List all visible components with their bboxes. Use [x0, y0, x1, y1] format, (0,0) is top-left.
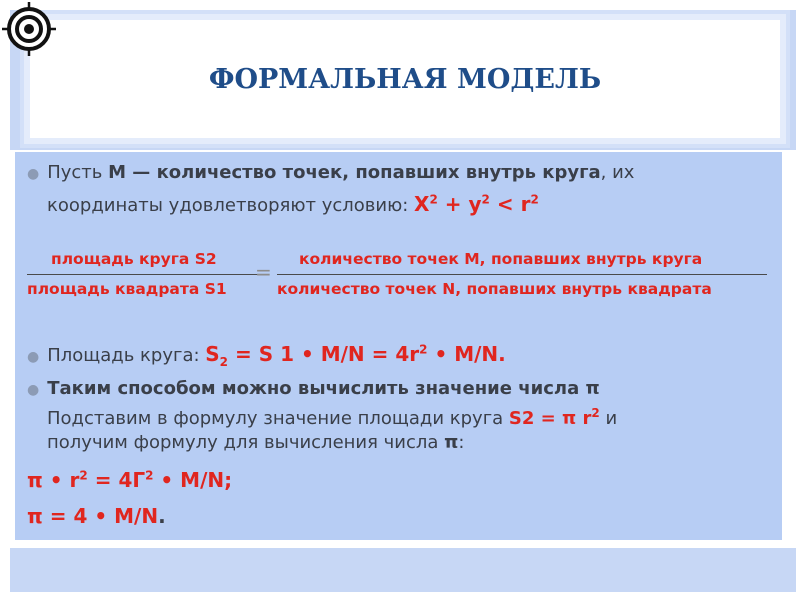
text: координаты удовлетворяют условию: [47, 195, 415, 216]
text: Площадь круга: [47, 345, 206, 366]
fraction-right-bar [277, 274, 767, 275]
bullet-1-line-2 [47, 192, 539, 216]
pi-symbol: π [444, 432, 459, 453]
fraction-left-numerator: площадь круга S2 [51, 250, 217, 268]
equals-sign: = [255, 260, 272, 284]
text: < r [489, 192, 531, 216]
superscript: 2 [481, 192, 490, 207]
text: π = 4 • M/N [27, 504, 159, 528]
superscript: 2 [419, 342, 428, 357]
formula-1 [27, 468, 232, 492]
fraction-left-denominator: площадь квадрата S1 [27, 280, 227, 298]
text: = 4Г [87, 468, 146, 492]
text: + у [437, 192, 482, 216]
text: . [158, 504, 166, 528]
text: , их [600, 162, 635, 183]
bullet-dot: ● [27, 349, 40, 365]
text-bold: М — количество точек, попавших внутрь круга [108, 162, 601, 183]
fraction-left-bar [27, 274, 262, 275]
text: : [458, 432, 465, 453]
text: Пусть [47, 162, 109, 183]
text: = S 1 • M/N = 4r [228, 342, 420, 366]
formula-2 [27, 504, 166, 528]
superscript: 2 [530, 192, 539, 207]
target-icon [0, 0, 58, 58]
text: получим формулу для вычисления числа [47, 432, 445, 453]
superscript: 2 [429, 192, 438, 207]
text: S2 = π r [508, 408, 592, 429]
superscript: 2 [591, 406, 600, 420]
text-bold: Таким способом можно вычислить значение числа π [47, 378, 600, 399]
area-formula [205, 342, 506, 369]
bullet-3-line-3 [47, 432, 464, 453]
fraction-right-denominator: количество точек N, попавших внутрь квадрата [277, 280, 712, 298]
bullet-2-line [27, 342, 506, 369]
text: π • r [27, 468, 80, 492]
bullet-3-line-1 [27, 378, 600, 399]
text: и [599, 408, 618, 429]
text: Подставим в формулу значение площади круга [47, 408, 509, 429]
text: S [205, 342, 220, 366]
condition-formula [414, 192, 539, 216]
bullet-dot: ● [27, 382, 40, 398]
subscript: 2 [219, 355, 229, 369]
content-panel [15, 152, 782, 540]
text: Х [414, 192, 430, 216]
fraction-right-numerator: количество точек М, попавших внутрь круга [299, 250, 703, 268]
superscript: 2 [145, 468, 154, 483]
text: • M/N; [153, 468, 233, 492]
bullet-3-line-2 [47, 406, 617, 429]
superscript: 2 [79, 468, 88, 483]
bullet-1-line-1 [27, 162, 634, 183]
circle-area-formula [509, 408, 600, 429]
text: • M/N. [427, 342, 506, 366]
bullet-dot: ● [27, 166, 40, 182]
footer-band [10, 548, 796, 592]
page-title: ФОРМАЛЬНАЯ МОДЕЛЬ [208, 64, 602, 95]
title-card [30, 20, 780, 138]
